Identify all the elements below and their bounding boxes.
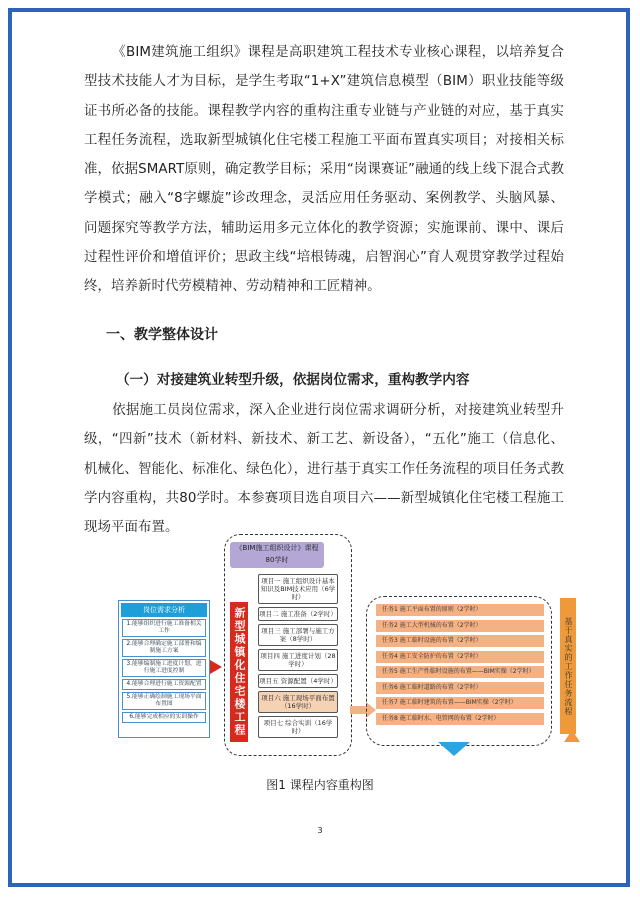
page-number: 3 <box>317 826 323 835</box>
task-item: 任务6 施工临时道路的布置（2学时） <box>376 682 544 694</box>
module-box: 项目三 施工部署与施工方案（8学时） <box>258 624 338 646</box>
down-arrow <box>438 742 470 756</box>
up-arrow <box>564 730 580 742</box>
task-item: 任务2 施工大型机械的布置（2学时） <box>376 620 544 632</box>
section-heading: 一、教学整体设计 <box>106 327 218 343</box>
job-item: 2.能够合理确定施工部署和编制施工方案 <box>122 639 206 657</box>
task-list <box>376 604 544 728</box>
job-analysis-box <box>118 600 210 738</box>
workflow-label-column: 基于真实的工作任务流程 <box>560 598 576 734</box>
task-item: 任务7 施工临时建筑的布置——BIM实操（2学时） <box>376 697 544 709</box>
module-box: 项目一 施工组织设计基本知识及BIM技术应用（6学时） <box>258 574 338 604</box>
module-box-highlighted: 项目六 施工现场平面布置（16学时） <box>258 691 338 713</box>
task-item: 任务4 施工安全防护的布置（2学时） <box>376 651 544 663</box>
task-item: 任务3 施工临时设施的布置（2学时） <box>376 635 544 647</box>
intro-paragraph: 《BIM建筑施工组织》课程是高职建筑工程技术专业核心课程，以培养复合型技术技能人才为目标，是学生考取“1+X”建筑信息模型（BIM）职业技能等级证书所必备的技能。课程教学内容的重构注重专业链与产业链的对应，基于真实工程任务流程，选取新型城镇化住宅楼工程施工平面布置真实项目；对接相关标准，依据SMART原则，确定教学目标；采用“岗课赛证”融通的线上线下混合式教学模式；融入“8字螺旋”诊改理念，灵活应用任务驱动、案例教学、头脑风暴、问题探究等教学方法，辅助运用多元立体化的教学资源；实施课前、课中、课后过程性评价和增值评价；思政主线“培根铸魂，启智润心”育人观贯穿教学过程始终，培养新时代劳模精神、劳动精神和工匠精神。 <box>84 45 564 295</box>
job-analysis-heading: 岗位需求分析 <box>121 603 207 617</box>
module-list <box>258 574 338 741</box>
job-item: 4.能够合理进行施工资源配置 <box>122 679 206 690</box>
section-paragraph: 依据施工员岗位需求，深入企业进行岗位需求调研分析，对接建筑业转型升级，“四新”技术（新材料、新技术、新工艺、新设备），“五化”施工（信息化、机械化、智能化、标准化、绿色化），进行基于真实工作任务流程的项目任务式教学内容重构，共80学时。本参赛项目选自项目六——新型城镇化住宅楼工程施工现场平面布置。 <box>84 403 564 536</box>
figure-caption: 图1 课程内容重构图 <box>266 778 374 792</box>
project-label-column: 新型城镇化住宅楼工程 <box>230 602 248 742</box>
task-item: 任务8 施工临时水、电管网的布置（2学时） <box>376 713 544 725</box>
module-box: 项目五 资源配置（4学时） <box>258 674 338 688</box>
task-item: 任务5 施工生产性临时设施的布置——BIM实操（2学时） <box>376 666 544 678</box>
intro-block <box>84 38 564 302</box>
course-restructure-figure <box>118 530 588 760</box>
course-title-box: 《BIM施工组织设计》课程 80学时 <box>230 542 324 568</box>
subsection-heading: （一）对接建筑业转型升级，依据岗位需求，重构教学内容 <box>116 372 470 388</box>
section-block <box>84 396 564 542</box>
job-item: 1.能够组织进行施工准备相关工作 <box>122 619 206 637</box>
module-to-task-arrow <box>350 706 366 714</box>
job-item: 6.能够完成相应的实训操作 <box>122 712 206 723</box>
left-arrow <box>210 660 222 674</box>
module-box: 项目四 施工进度计划（28学时） <box>258 649 338 671</box>
task-item: 任务1 施工平面布置的原则（2学时） <box>376 604 544 616</box>
job-item: 3.能够编制施工进度计划，进行施工进度控制 <box>122 659 206 677</box>
module-box: 项目二 施工准备（2学时） <box>258 607 338 621</box>
job-item: 5.能够正确绘制施工现场平面布置图 <box>122 692 206 710</box>
module-box: 项目七 综合实训（16学时） <box>258 716 338 738</box>
